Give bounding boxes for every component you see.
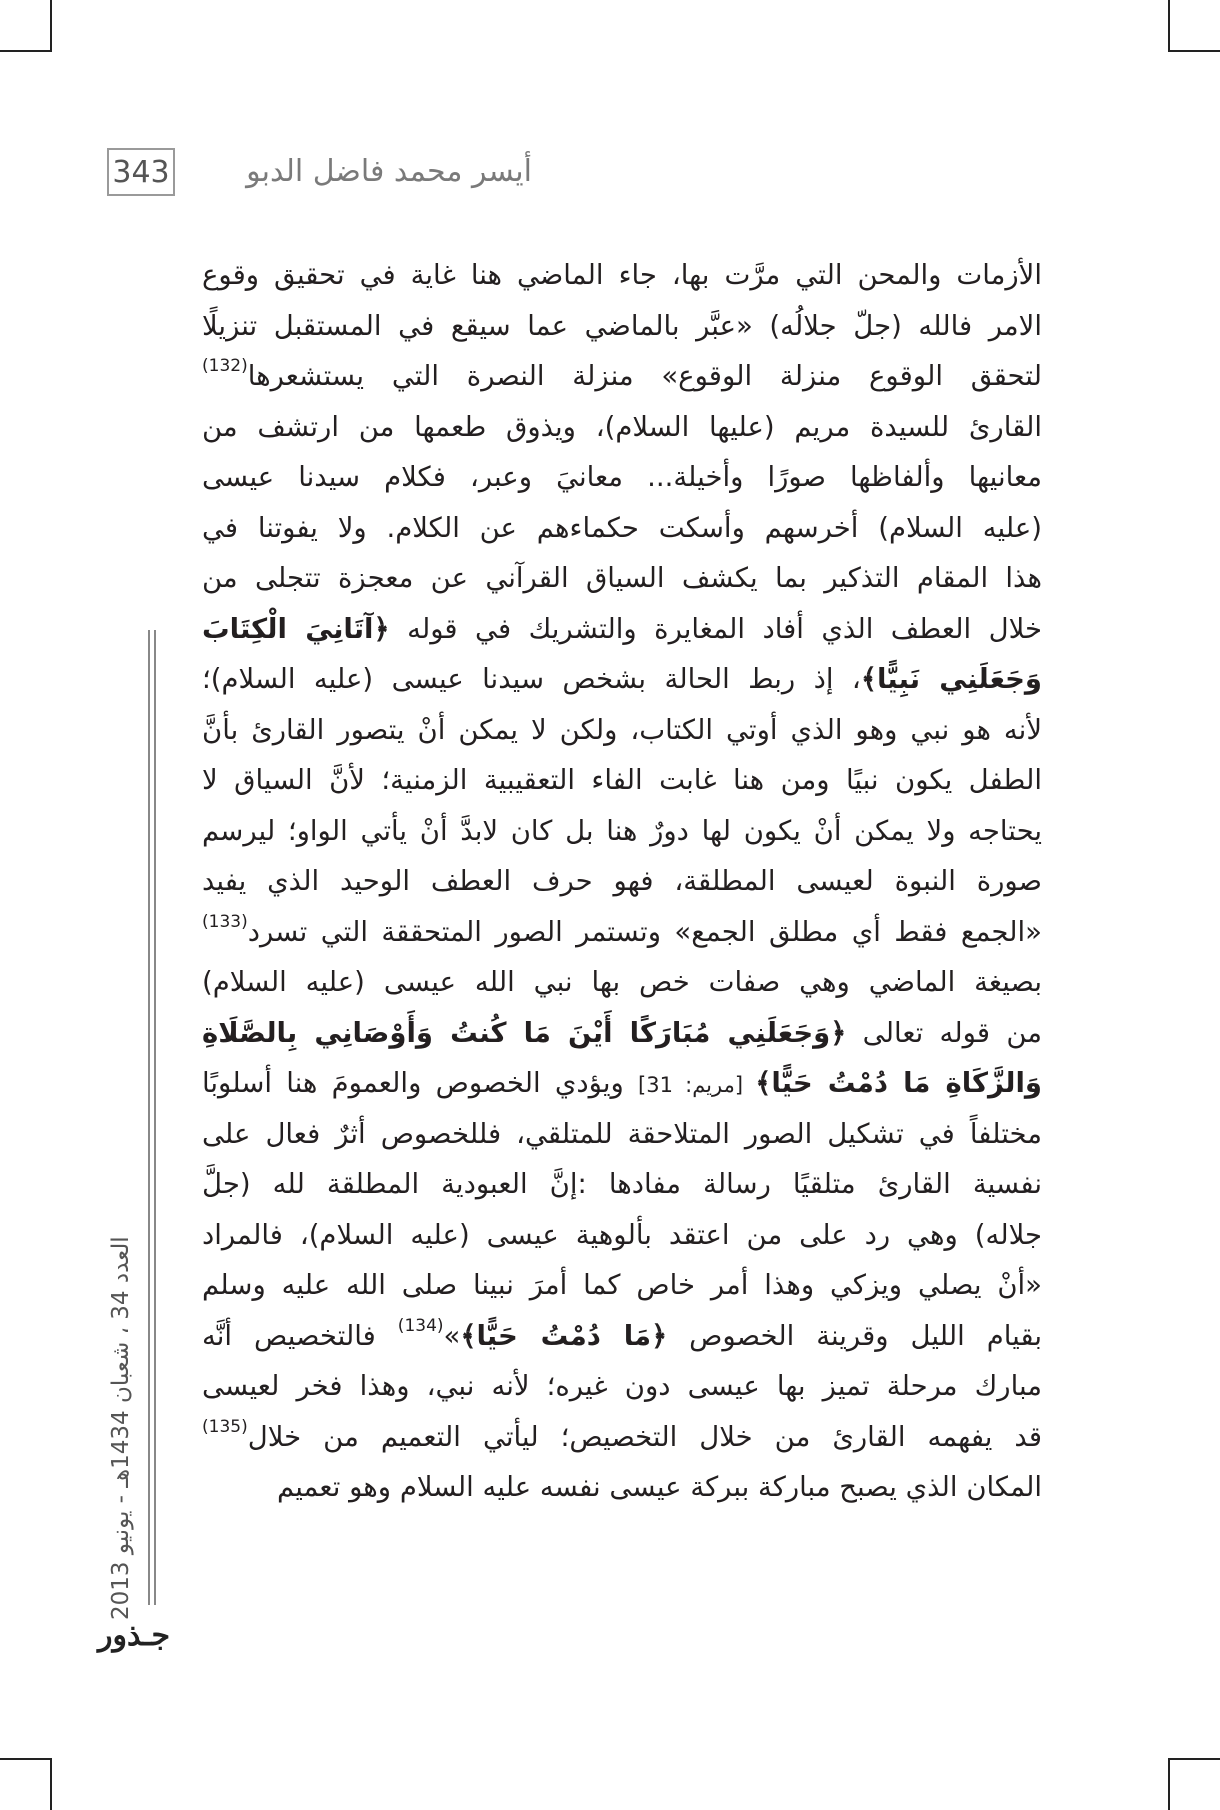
verse-reference: [مريم: 31] [638, 1073, 756, 1097]
crop-mark [50, 0, 52, 52]
text-line: معانيها وألفاظها صورًا وأخيلة... معانيَ وعبر، فكلام سيدنا عيسى [202, 461, 1042, 493]
footnote-ref: (132) [202, 356, 248, 376]
footnote-ref: (134) [397, 1315, 444, 1336]
text-line: مبارك مرحلة تميز بها عيسى دون غيره؛ لأنه نبي، وهذا فخر لعيسى [202, 1370, 1042, 1402]
text-line: هذا المقام التذكير بما يكشف السياق القرآني عن معجزة تتجلى من [202, 562, 1042, 594]
quran-verse: وَجَعَلَنِي نَبِيًّا﴾ [860, 663, 1043, 695]
crop-mark [1168, 50, 1220, 52]
crop-mark [0, 1758, 52, 1760]
page-number: 343 [107, 148, 175, 196]
text-line [202, 604, 1042, 655]
text-line: بصيغة الماضي وهي صفات خص بها نبي الله عيسى (عليه السلام) [202, 966, 1042, 998]
text-line [202, 1008, 1042, 1059]
text-segment: خلال العطف الذي أفاد المغايرة والتشريك في قوله [389, 612, 1042, 645]
footnote-ref: (133) [202, 911, 248, 932]
text-line: «أنْ يصلي ويزكي وهذا أمر خاص كما أمرَ نبينا صلى الله عليه وسلم [202, 1269, 1042, 1301]
crop-mark [50, 1758, 52, 1810]
side-divider [148, 630, 150, 1605]
side-divider [154, 630, 156, 1605]
text-line: صورة النبوة لعيسى المطلقة، فهو حرف العطف الوحيد الذي يفيد [202, 865, 1042, 897]
text-line: لأنه هو نبي وهو الذي أوتي الكتاب، ولكن لا يمكن أنْ يتصور القارئ بأنَّ [202, 713, 1042, 746]
text-segment: » [443, 1319, 461, 1352]
text-line: الأزمات والمحن التي مرَّت بها، جاء الماضي هنا غاية في تحقيق وقوع [202, 259, 1042, 291]
crop-mark [1168, 1758, 1170, 1810]
crop-mark [1168, 0, 1170, 52]
text-segment: ، إذ ربط الحالة بشخص سيدنا عيسى (عليه السلام)؛ [202, 663, 861, 695]
article-body [202, 250, 1042, 1513]
text-line: الطفل يكون نبيًا ومن هنا غابت الفاء التعقيبية الزمنية؛ لأنَّ السياق لا [202, 764, 1042, 796]
text-segment: وتستمر الصور المتحققة التي تسرد [247, 915, 675, 948]
text-line [202, 1058, 1042, 1109]
text-line [202, 1412, 1042, 1463]
text-segment: بقيام الليل وقرينة الخصوص [667, 1319, 1042, 1352]
footnote-ref: (135) [202, 1416, 248, 1437]
text-line: الامر فالله (جلّ جلالُه) «عبَّر بالماضي عما سيقع في المستقبل تنزيلًا [202, 309, 1042, 342]
journal-logo: جـذور [97, 1617, 171, 1653]
text-segment: ؛ ليأتي التعميم من خلال [247, 1420, 570, 1453]
quran-verse: ﴿مَا دُمْتُ حَيًّا﴾ [460, 1319, 668, 1352]
running-head-author: أيسر محمد فاضل الدبو [246, 154, 532, 189]
text-segment: فالتخصيص أنَّه [202, 1319, 398, 1352]
text-segment: ويؤدي الخصوص والعمومَ هنا أسلوبًا [202, 1067, 639, 1099]
crop-mark [0, 50, 52, 52]
text-line: نفسية القارئ متلقيًا رسالة مفادها :إنَّ العبودية المطلقة لله (جلَّ [202, 1168, 1042, 1200]
text-line: يحتاجه ولا يمكن أنْ يكون لها دورٌ هنا بل كان لابدَّ أنْ يأتي الواو؛ ليرسم [202, 814, 1042, 847]
crop-mark [1168, 1758, 1220, 1760]
text-line [202, 907, 1042, 958]
issue-info-text: العدد 34 ، شعبان 1434هـ - يونيو 2013 [108, 1236, 134, 1620]
text-line: القارئ للسيدة مريم (عليها السلام)، ويذوق طعمها من ارتشف من [202, 410, 1042, 443]
quran-verse: ﴿وَجَعَلَنِي مُبَارَكًا أَيْنَ مَا كُنتُ وَأَوْصَانِي بِالصَّلَاةِ [202, 1016, 847, 1049]
text-line [202, 1311, 1042, 1362]
text-line [202, 654, 1042, 705]
text-line: (عليه السلام) أخرسهم وأسكت حكماءهم عن الكلام. ولا يفوتنا في [202, 511, 1042, 544]
quran-verse: وَالزَّكَاةِ مَا دُمْتُ حَيًّا﴾ [755, 1067, 1042, 1099]
text-line: جلاله) وهي رد على من اعتقد بألوهية عيسى (عليه السلام)، فالمراد [202, 1218, 1042, 1251]
quran-verse: ﴿آتَانِيَ الْكِتَابَ [202, 612, 390, 645]
text-segment: قد يفهمه القارئ من خلال التخصيص [569, 1420, 1042, 1453]
text-line: المكان الذي يصبح مباركة ببركة عيسى نفسه عليه السلام وهو تعميم [276, 1471, 1042, 1503]
text-line: مختلفاً في تشكيل الصور المتلاحقة للمتلقي، فللخصوص أثرٌ فعال على [202, 1117, 1042, 1150]
text-segment: من قوله تعالى [846, 1016, 1042, 1049]
text-line [202, 351, 1042, 402]
text-segment: «الجمع فقط أي مطلق الجمع» [674, 915, 1042, 948]
text-segment: منزلة النصرة التي يستشعرها [247, 360, 662, 392]
text-segment: لتحقق الوقوع منزلة الوقوع» [661, 360, 1042, 392]
